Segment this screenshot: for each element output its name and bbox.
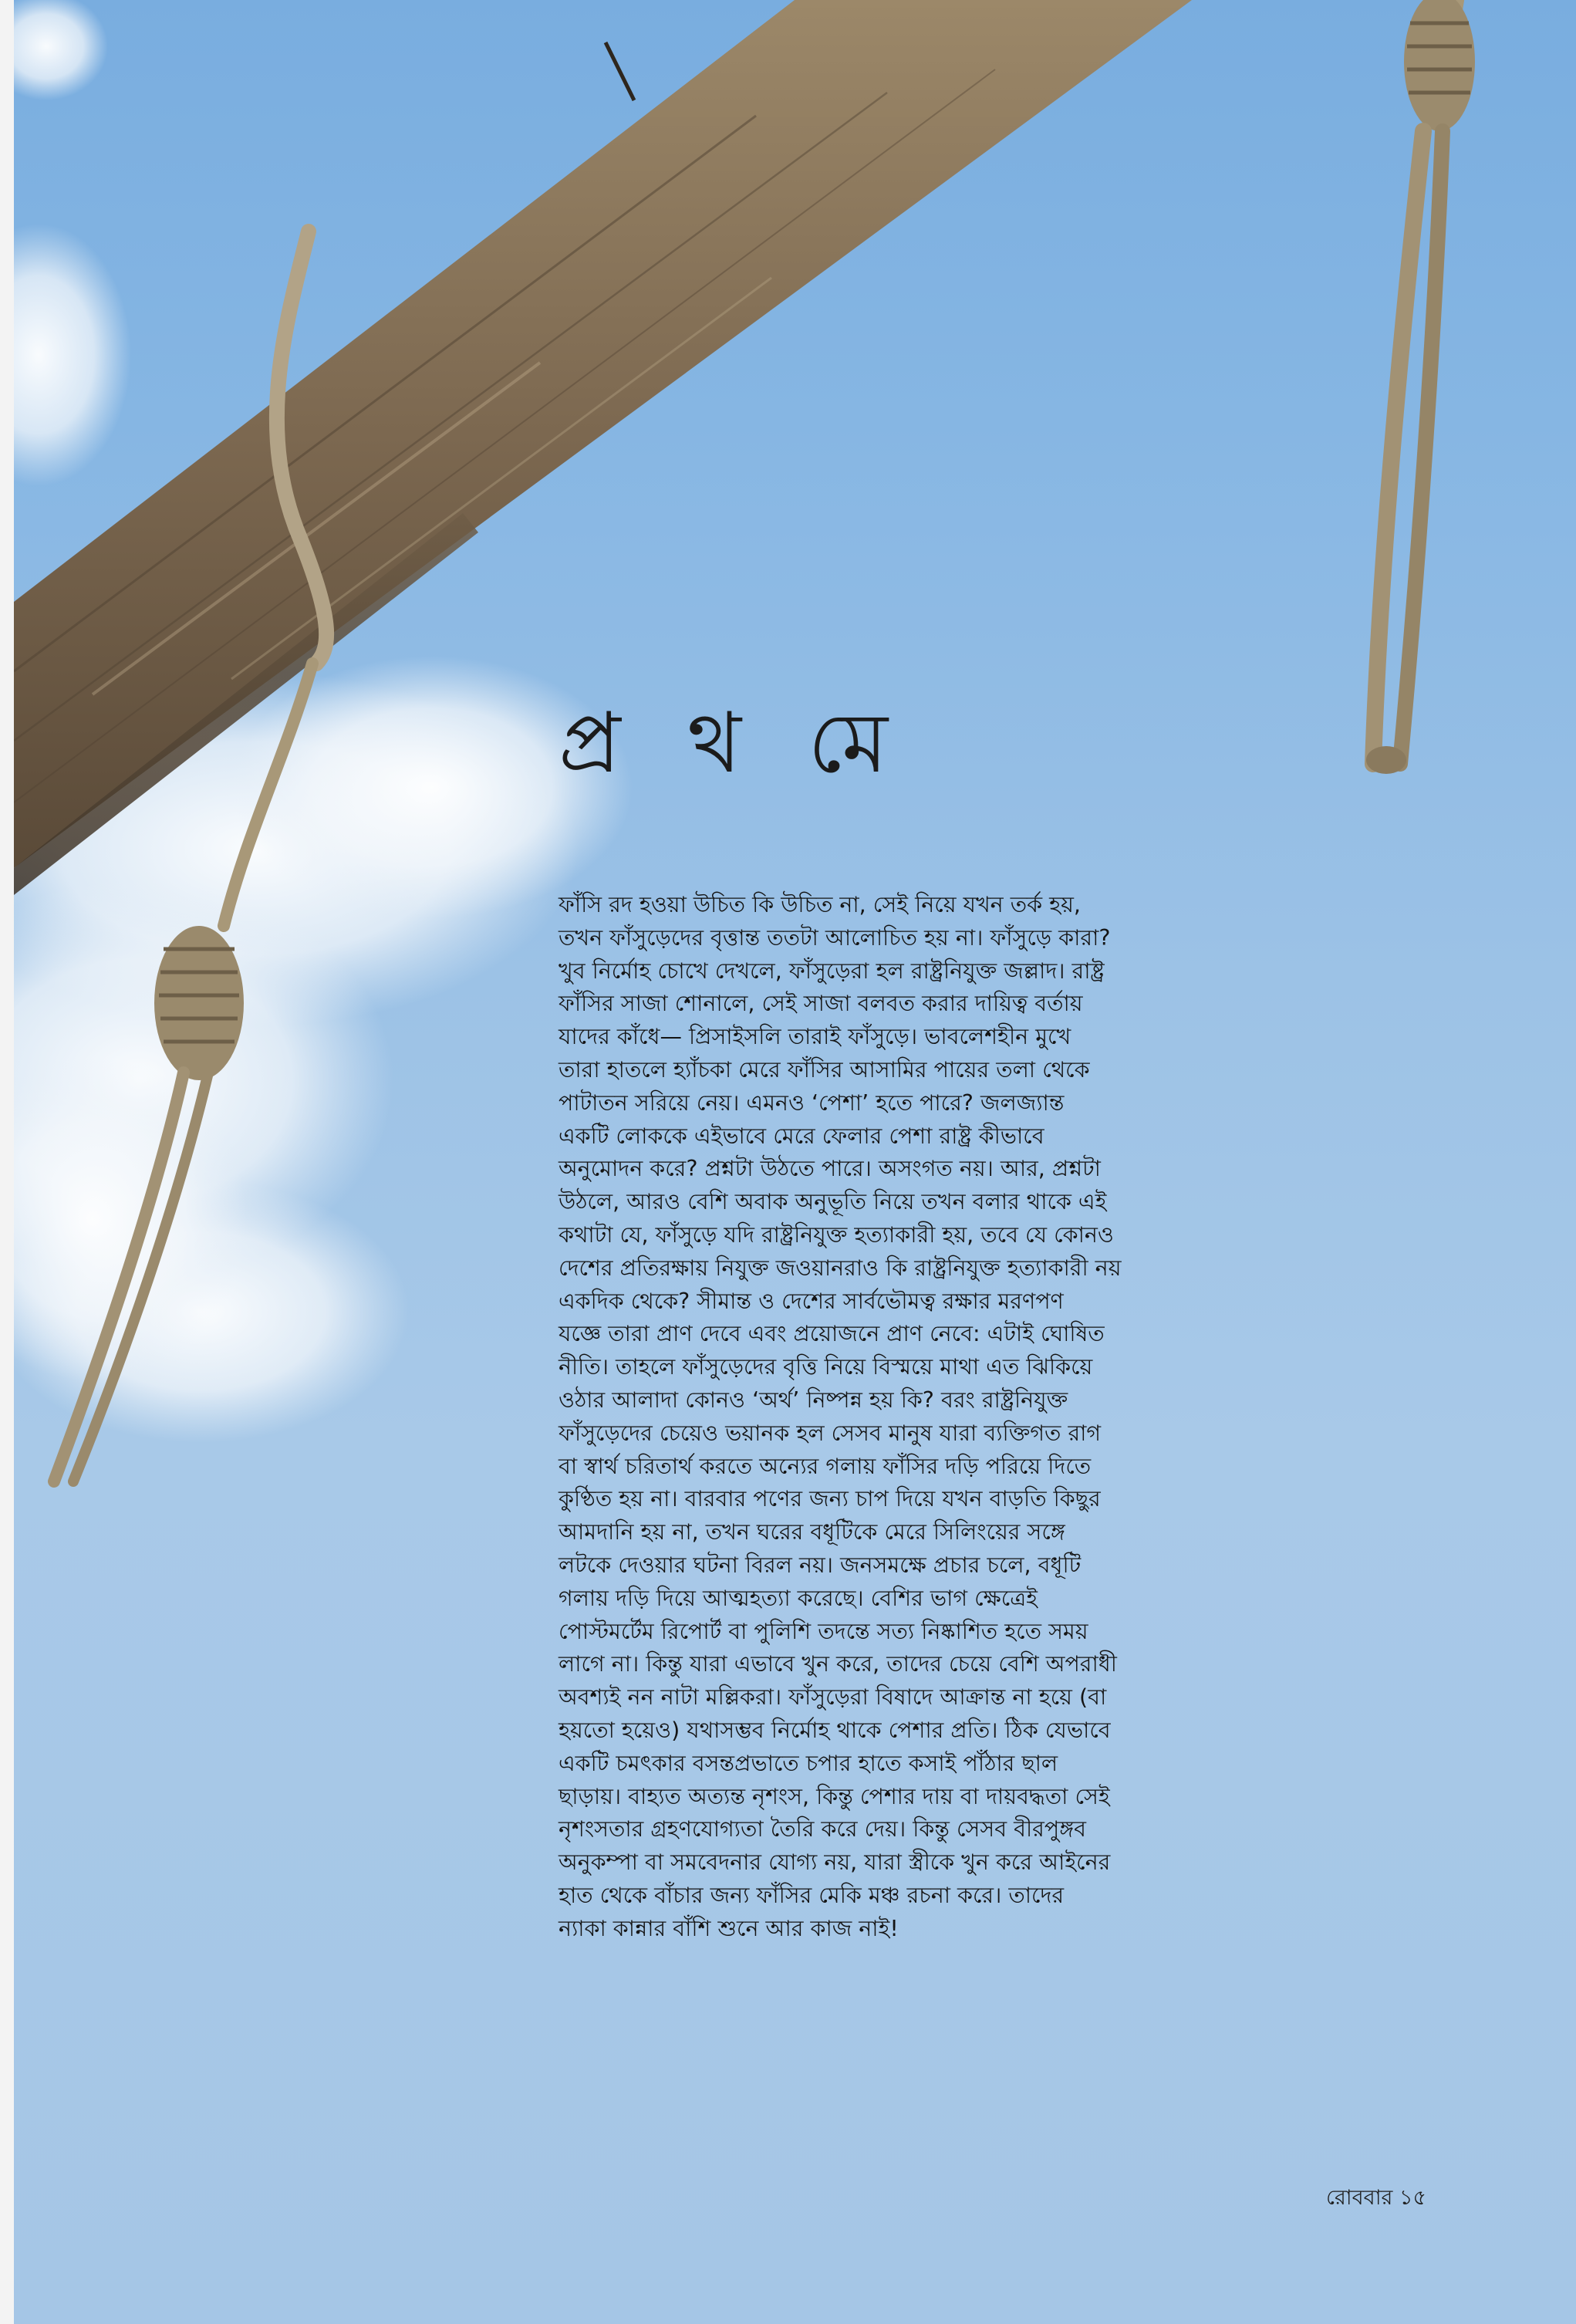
article-line: পোস্টমর্টেম রিপোর্ট বা পুলিশি তদন্তে সত্য নিষ্কাশিত হতে সময় bbox=[559, 1618, 1088, 1644]
article-line: নীতি। তাহলে ফাঁসুড়েদের বৃত্তি নিয়ে বিস্ময়ে মাথা এত ঝিকিয়ে bbox=[559, 1354, 1093, 1380]
article-line: যাদের কাঁধে— প্রিসাইসলি তারাই ফাঁসুড়ে। ভাবলেশহীন মুখে bbox=[559, 1024, 1071, 1050]
article-line: ওঠার আলাদা কোনও ‘অর্থ’ নিষ্পন্ন হয় কি? বরং রাষ্ট্রনিযুক্ত bbox=[559, 1387, 1068, 1413]
article-line: খুব নির্মোহ চোখে দেখলে, ফাঁসুড়েরা হল রাষ্ট্রনিযুক্ত জল্লাদ। রাষ্ট্র bbox=[559, 958, 1105, 984]
article-line: কথাটা যে, ফাঁসুড়ে যদি রাষ্ট্রনিযুক্ত হত্যাকারী হয়, তবে যে কোনও bbox=[559, 1221, 1114, 1248]
article-line: ফাঁসি রদ হওয়া উচিত কি উচিত না, সেই নিয়ে যখন তর্ক হয়, bbox=[559, 892, 1081, 917]
article-line: ফাঁসুড়েদের চেয়েও ভয়ানক হল সেসব মানুষ যারা ব্যক্তিগত রাগ bbox=[559, 1420, 1102, 1446]
article-line: অবশ্যই নন নাটা মল্লিকরা। ফাঁসুড়েরা বিষাদে আক্রান্ত না হয়ে (বা bbox=[559, 1684, 1107, 1711]
article-line: পাটাতন সরিয়ে নেয়। এমনও ‘পেশা’ হতে পারে? জলজ্যান্ত bbox=[559, 1089, 1065, 1116]
page-margin bbox=[0, 0, 14, 2324]
article-line: অনুমোদন করে? প্রশ্নটা উঠতে পারে। অসংগত নয়। আর, প্রশ্নটা bbox=[559, 1156, 1101, 1182]
article-heading: প্র থ মে bbox=[559, 695, 909, 792]
article-line: যজ্ঞে তারা প্রাণ দেবে এবং প্রয়োজনে প্রাণ নেবে: এটাই ঘোষিত bbox=[559, 1321, 1105, 1347]
article-line: নৃশংসতার গ্রহণযোগ্যতা তৈরি করে দেয়। কিন্তু সেসব বীরপুঙ্গব bbox=[559, 1816, 1086, 1843]
article-line: উঠলে, আরও বেশি অবাক অনুভূতি নিয়ে তখন বলার থাকে এই bbox=[559, 1189, 1107, 1215]
article-line: একদিক থেকে? সীমান্ত ও দেশের সার্বভৌমত্ব রক্ষার মরণপণ bbox=[559, 1288, 1064, 1314]
article-line: লটকে দেওয়ার ঘটনা বিরল নয়। জনসমক্ষে প্রচার চলে, বধূটি bbox=[559, 1552, 1082, 1578]
article-line: ন্যাকা কান্নার বাঁশি শুনে আর কাজ নাই! bbox=[559, 1915, 899, 1941]
article-line: হাত থেকে বাঁচার জন্য ফাঁসির মেকি মঞ্চ রচনা করে। তাদের bbox=[559, 1882, 1065, 1908]
article-line: তখন ফাঁসুড়েদের বৃত্তান্ত ততটা আলোচিত হয় না। ফাঁসুড়ে কারা? bbox=[559, 924, 1111, 951]
article-line: লাগে না। কিন্তু যারা এভাবে খুন করে, তাদের চেয়ে বেশি অপরাধী bbox=[559, 1651, 1117, 1677]
article-line: দেশের প্রতিরক্ষায় নিযুক্ত জওয়ানরাও কি রাষ্ট্রনিযুক্ত হত্যাকারী নয় bbox=[559, 1255, 1122, 1281]
article-line: ছাড়ায়। বাহ্যত অত্যন্ত নৃশংস, কিন্তু পেশার দায় বা দায়বদ্ধতা সেই bbox=[559, 1783, 1110, 1809]
article-line: হয়তো হয়েও) যথাসম্ভব নির্মোহ থাকে পেশার প্রতি। ঠিক যেভাবে bbox=[559, 1717, 1111, 1743]
article-line: ফাঁসির সাজা শোনালে, সেই সাজা বলবত করার দায়িত্ব বর্তায় bbox=[559, 991, 1083, 1017]
right-noose-rope bbox=[1366, 0, 1475, 774]
article-line: আমদানি হয় না, তখন ঘরের বধূটিকে মেরে সিলিংয়ের সঙ্গে bbox=[559, 1519, 1065, 1545]
article-body bbox=[559, 889, 1195, 1946]
article-line: অনুকম্পা বা সমবেদনার যোগ্য নয়, যারা স্ত্রীকে খুন করে আইনের bbox=[559, 1849, 1111, 1876]
page-footer-label: রোববার ১৫ bbox=[1326, 2186, 1426, 2210]
article-line: একটি চমৎকার বসন্তপ্রভাতে চপার হাতে কসাই পাঁঠার ছাল bbox=[559, 1750, 1058, 1776]
article-line: কুণ্ঠিত হয় না। বারবার পণের জন্য চাপ দিয়ে যখন বাড়তি কিছুর bbox=[559, 1486, 1101, 1512]
article-line: বা স্বার্থ চরিতার্থ করতে অন্যের গলায় ফাঁসির দড়ি পরিয়ে দিতে bbox=[559, 1453, 1092, 1479]
article-line: একটি লোককে এইভাবে মেরে ফেলার পেশা রাষ্ট্র কীভাবে bbox=[559, 1123, 1044, 1149]
article-line: গলায় দড়ি দিয়ে আত্মহত্যা করেছে। বেশির ভাগ ক্ষেত্রেই bbox=[559, 1585, 1038, 1611]
article-line: তারা হাতলে হ্যাঁচকা মেরে ফাঁসির আসামির পায়ের তলা থেকে bbox=[559, 1056, 1090, 1083]
